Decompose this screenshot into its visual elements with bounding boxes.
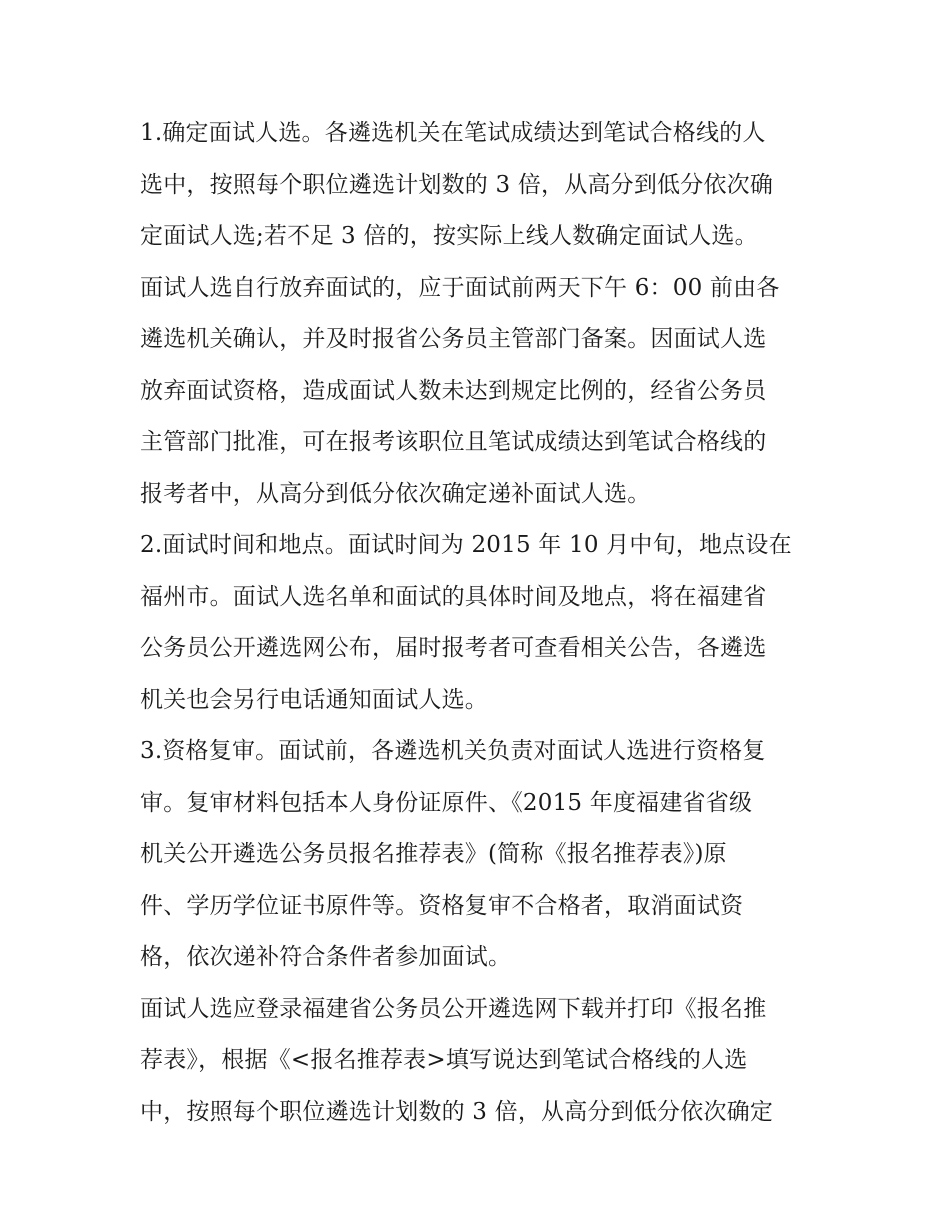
text-line: 件、学历学位证书原件等。资格复审不合格者，取消面试资: [140, 892, 744, 919]
body-text: [140, 108, 820, 1138]
text-line: 审。复审材料包括本人身份证原件、《2015 年度福建省省级: [140, 789, 753, 816]
text-line: 报考者中，从高分到低分依次确定递补面试人选。: [140, 480, 651, 507]
text-line: 2.面试时间和地点。面试时间为 2015 年 10 月中旬，地点设在: [140, 532, 792, 558]
text-line: 中，按照每个职位遴选计划数的 3 倍，从高分到低分依次确定: [140, 1098, 774, 1125]
text-line: 机关也会另行电话通知面试人选。: [140, 686, 488, 713]
text-line: 定面试人选;若不足 3 倍的，按实际上线人数确定面试人选。: [140, 223, 758, 249]
text-line: 机关公开遴选公务员报名推荐表》(简称《报名推荐表》)原: [140, 841, 727, 867]
text-line: 遴选机关确认，并及时报省公务员主管部门备案。因面试人选: [140, 326, 767, 352]
text-line: 面试人选应登录福建省公务员公开遴选网下载并打印《报名推: [140, 995, 767, 1022]
text-line: 3.资格复审。面试前，各遴选机关负责对面试人选进行资格复: [140, 738, 766, 764]
text-line: 格，依次递补符合条件者参加面试。: [140, 944, 512, 970]
text-line: 放弃面试资格，造成面试人数未达到规定比例的，经省公务员: [140, 377, 767, 404]
text-line: 荐表》，根据《<报名推荐表>填写说达到笔试合格线的人选: [140, 1047, 748, 1073]
text-line: 面试人选自行放弃面试的，应于面试前两天下午 6：00 前由各: [140, 274, 780, 301]
text-line: 福州市。面试人选名单和面试的具体时间及地点，将在福建省: [140, 583, 767, 610]
text-line: 1.确定面试人选。各遴选机关在笔试成绩达到笔试合格线的人: [140, 120, 766, 146]
text-line: 选中，按照每个职位遴选计划数的 3 倍，从高分到低分依次确: [140, 171, 774, 198]
text-line: 公务员公开遴选网公布，届时报考者可查看相关公告，各遴选: [140, 635, 767, 661]
text-line: 主管部门批准，可在报考该职位且笔试成绩达到笔试合格线的: [140, 429, 767, 455]
